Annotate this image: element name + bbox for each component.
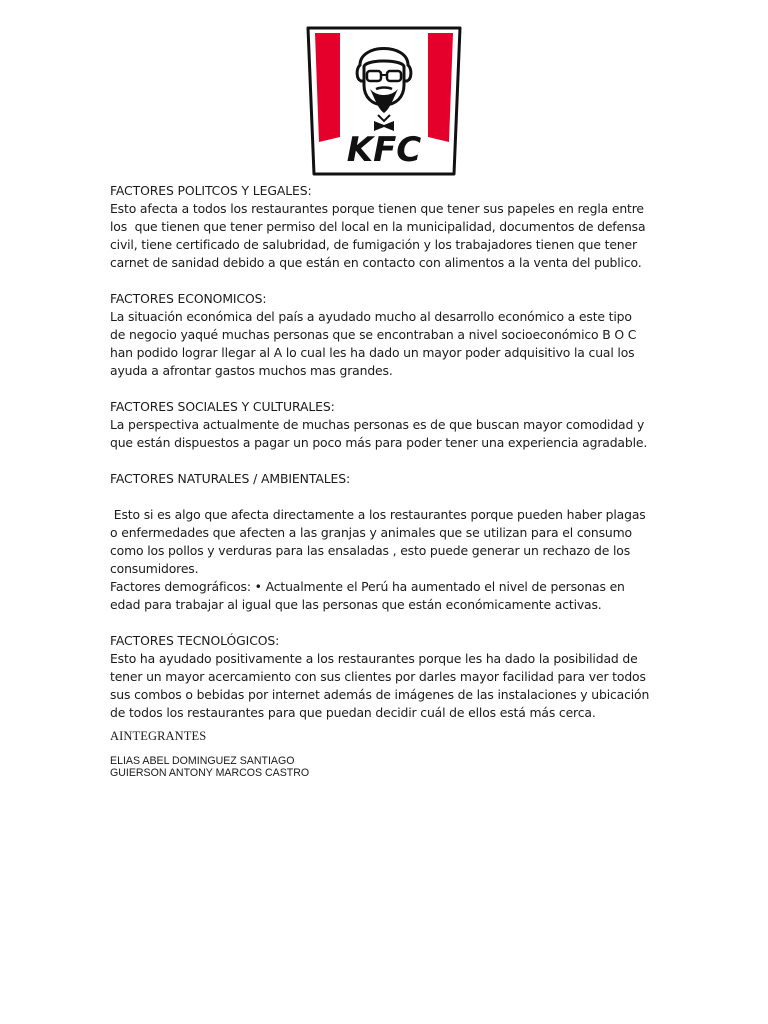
kfc-wordmark: KFC: [346, 130, 422, 170]
paragraph-line: La situación económica del país a ayudado mucho al desarrollo económico a este tipo: [110, 309, 632, 324]
paragraph-line: de todos los restaurantes para que puedan decidir cuál de ellos está más cerca.: [110, 705, 596, 720]
team-member: ELIAS ABEL DOMINGUEZ SANTIAGO: [110, 755, 295, 767]
paragraph-line: civil, tiene certificado de salubridad, de fumigación y los trabajadores tienen que tener: [110, 237, 637, 252]
paragraph-line: han podido lograr llegar al A lo cual les ha dado un mayor poder adquisitivo la cual los: [110, 345, 635, 360]
section-heading: FACTORES SOCIALES Y CULTURALES:: [110, 399, 335, 414]
paragraph-line: Factores demográficos: • Actualmente el Perú ha aumentado el nivel de personas en: [110, 579, 625, 594]
paragraph-line: sus combos o bebidas por internet además de imágenes de las instalaciones y ubicación: [110, 687, 650, 702]
team-label: AINTEGRANTES: [110, 729, 207, 743]
section-heading: FACTORES NATURALES / AMBIENTALES:: [110, 471, 351, 486]
paragraph-line: o enfermedades que afecten a las granjas y animales que se utilizan para el consumo: [110, 525, 632, 540]
paragraph-line: tener un mayor acercamiento con sus clientes por darles mayor facilidad para ver todos: [110, 669, 646, 684]
paragraph-line: edad para trabajar al igual que las personas que están económicamente activas.: [110, 597, 602, 612]
paragraph-line: Esto ha ayudado positivamente a los restaurantes porque les ha dado la posibilidad de: [110, 651, 638, 666]
section-heading: FACTORES POLITCOS Y LEGALES:: [110, 183, 312, 198]
paragraph-line: consumidores.: [110, 561, 199, 576]
paragraph-line: La perspectiva actualmente de muchas personas es de que buscan mayor comodidad y: [110, 417, 645, 432]
paragraph-line: que están dispuestos a pagar un poco más para poder tener una experiencia agradable.: [110, 435, 648, 450]
document-body: [110, 182, 662, 779]
kfc-colonel-logo-icon: [304, 25, 464, 177]
section-sociales: [110, 398, 662, 452]
section-heading: FACTORES TECNOLÓGICOS:: [110, 633, 280, 648]
section-naturales: [110, 470, 662, 614]
team-member: GUIERSON ANTONY MARCOS CASTRO: [110, 767, 310, 779]
paragraph-line: Esto afecta a todos los restaurantes porque tienen que tener sus papeles en regla entre: [110, 201, 644, 216]
kfc-logo: [304, 25, 464, 177]
paragraph-line: carnet de sanidad debido a que están en contacto con alimentos a la venta del publico.: [110, 255, 642, 270]
paragraph-line: ayuda a afrontar gastos muchos mas grandes.: [110, 363, 393, 378]
section-politicos: [110, 182, 662, 272]
paragraph-line: de negocio yaqué muchas personas que se encontraban a nivel socioeconómico B O C: [110, 327, 637, 342]
section-economicos: [110, 290, 662, 380]
team-members: [110, 755, 662, 779]
paragraph-line: como los pollos y verduras para las ensaladas , esto puede generar un rechazo de los: [110, 543, 630, 558]
paragraph-line: los que tienen que tener permiso del local en la municipalidad, documentos de defensa: [110, 219, 646, 234]
section-tecnologicos: [110, 632, 662, 722]
section-heading: FACTORES ECONOMICOS:: [110, 291, 267, 306]
paragraph-line: Esto si es algo que afecta directamente a los restaurantes porque pueden haber plagas: [110, 507, 646, 522]
